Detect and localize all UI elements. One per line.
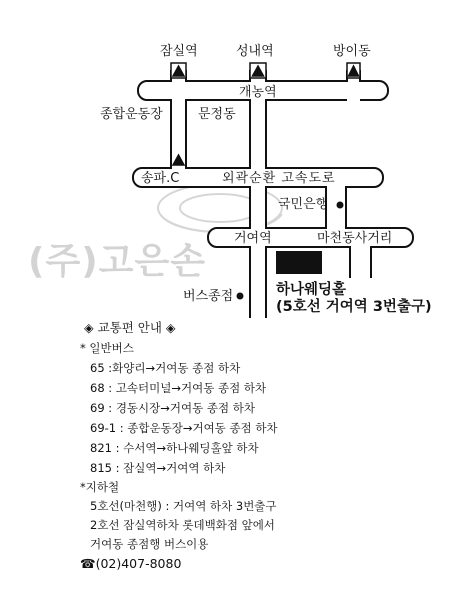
bus-line-2: 68 : 고속터미널→거여동 종점 하차	[90, 381, 267, 395]
bus-header: * 일반버스	[80, 341, 134, 355]
venue-name: 하나웨딩홀	[276, 282, 347, 298]
label-bank: 국민은행	[278, 197, 329, 212]
station-bangi: 방이동	[333, 44, 371, 59]
label-stadium: 종합운동장	[100, 107, 163, 122]
label-bus-stop: 버스종점	[183, 289, 234, 304]
subway-line-3: 거여동 종점행 버스이용	[90, 537, 209, 551]
watermark-text: (주)고은손	[28, 241, 207, 282]
bus-line-6: 815 : 잠실역→거여역 하차	[90, 461, 226, 475]
station-seongnae: 성내역	[236, 44, 274, 59]
bus-line-5: 821 : 수서역→하나웨딩홀앞 하차	[90, 441, 259, 455]
label-munjeong: 문정동	[198, 107, 236, 122]
station-jamsil: 잠실역	[160, 44, 198, 59]
subway-line-2: 2호선 잠실역하차 롯데백화점 앞에서	[90, 518, 275, 532]
expressway-name: 외곽순환 고속도로	[222, 171, 336, 186]
phone-number: ☎(02)407-8080	[80, 556, 182, 571]
info-title: ◈ 교통편 안내 ◈	[84, 320, 176, 335]
bus-line-3: 69 : 경동시장→거여동 종점 하차	[90, 401, 255, 415]
bus-line-4: 69-1 : 종합운동장→거여동 종점 하차	[90, 421, 278, 435]
road-middle-right-label: 마천동사거리	[317, 231, 393, 246]
expressway-left-label: 송파.C	[141, 171, 180, 186]
venue-detail: (5호선 거여역 3번출구)	[276, 299, 432, 315]
bus-line-1: 65 :화양리→거여동 종점 하차	[90, 361, 241, 375]
road-top-label: 개농역	[239, 85, 277, 100]
subway-header: *지하철	[80, 480, 120, 494]
road-middle-left-label: 거여역	[234, 231, 272, 246]
subway-line-1: 5호선(마천행) : 거여역 하차 3번출구	[90, 499, 277, 513]
